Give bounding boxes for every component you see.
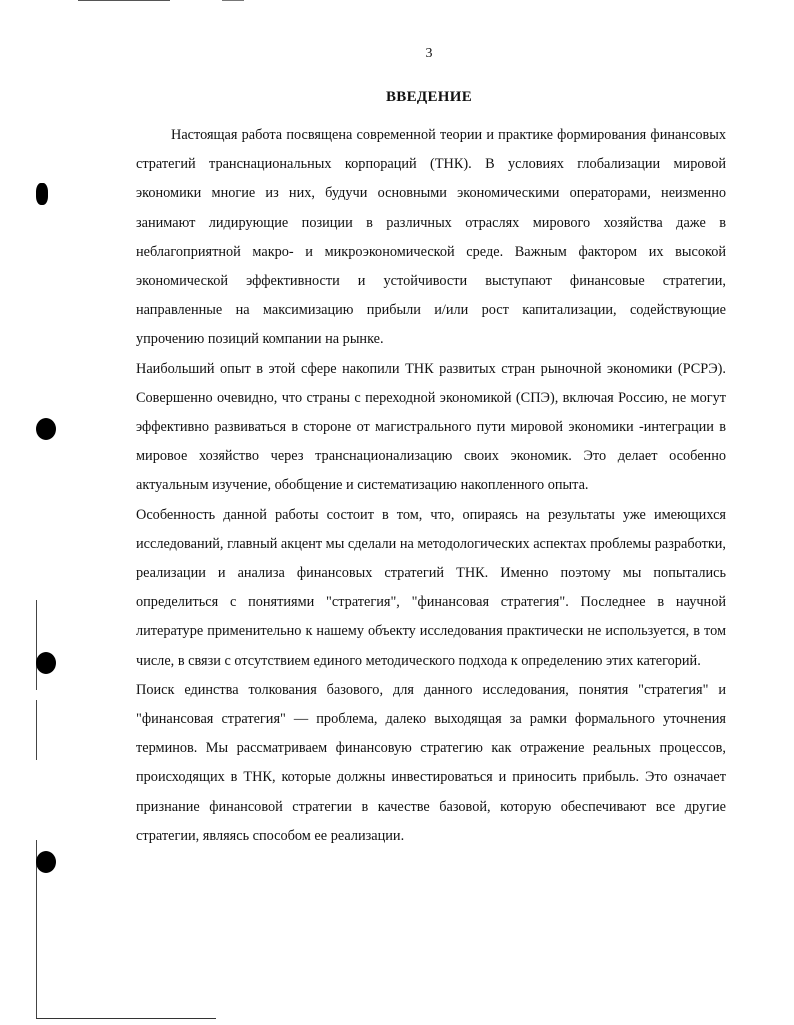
paragraph: Настоящая работа посвящена современной теории и практике формирования финансовых стратегий транснациональных корпораций (ТНК). В условиях глобализации мировой экономики многие из них, будучи основными экономическими операторами, неизменно занимают лидирующие позиции в различных отраслях мирового хозяйства даже в неблагоприятной макро- и микроэкономической среде. Важным фактором их высокой экономической эффективности и устойчивости выступают финансовые стратегии, направленные на максимизацию прибыли и/или рост капитализации, содействующие упрочению позиций компании на рынке. <box>136 127 726 348</box>
scan-artifact-bottom-line <box>36 1018 216 1019</box>
punch-hole <box>36 183 48 205</box>
paragraph: Наибольший опыт в этой сфере накопили ТНК развитых стран рыночной экономики (РСРЭ). Совершенно очевидно, что страны с переходной экономикой (СПЭ), включая Россию, не могут эффективно развиваться в стороне от магистрального пути мировой экономики -интеграции в мировое хозяйство через транснационализацию своих экономик. Это делает особенно актуальным изучение, обобщение и систематизацию накопленного опыта. <box>136 360 726 494</box>
scan-artifact-top-mark <box>222 0 244 1</box>
punch-hole <box>36 418 56 440</box>
punch-hole <box>36 652 56 674</box>
scan-artifact-left-edge-line <box>36 700 37 760</box>
scan-artifact-left-edge-line <box>36 600 37 690</box>
body-text <box>136 121 726 851</box>
scan-artifact-top-line <box>78 0 170 1</box>
page-number: 3 <box>425 46 433 61</box>
paragraph: Поиск единства толкования базового, для данного исследования, понятия "стратегия" и "финансовая стратегия" — проблема, далеко выходящая за рамки формального уточнения терминов. Мы рассматриваем финансовую стратегию как отражение реальных процессов, происходящих в ТНК, которые должны инвестироваться и приносить прибыль. Это означает признание финансовой стратегии в качестве базовой, которую обеспечивают все другие стратегии, являясь способом ее реализации. <box>136 681 726 844</box>
paragraph: Особенность данной работы состоит в том, что, опираясь на результаты уже имеющихся исследований, главный акцент мы сделали на методологических аспектах проблемы разработки, реализации и анализа финансовых стратегий ТНК. Именно поэтому мы попытались определиться с понятиями "стратегия", "финансовая стратегия". Последнее в научной литературе применительно к нашему объекту исследования практически не используется, в том числе, в связи с отсутствием единого методического подхода к определению этих категорий. <box>136 506 726 669</box>
punch-hole <box>36 851 56 873</box>
section-title: ВВЕДЕНИЕ <box>385 89 473 105</box>
